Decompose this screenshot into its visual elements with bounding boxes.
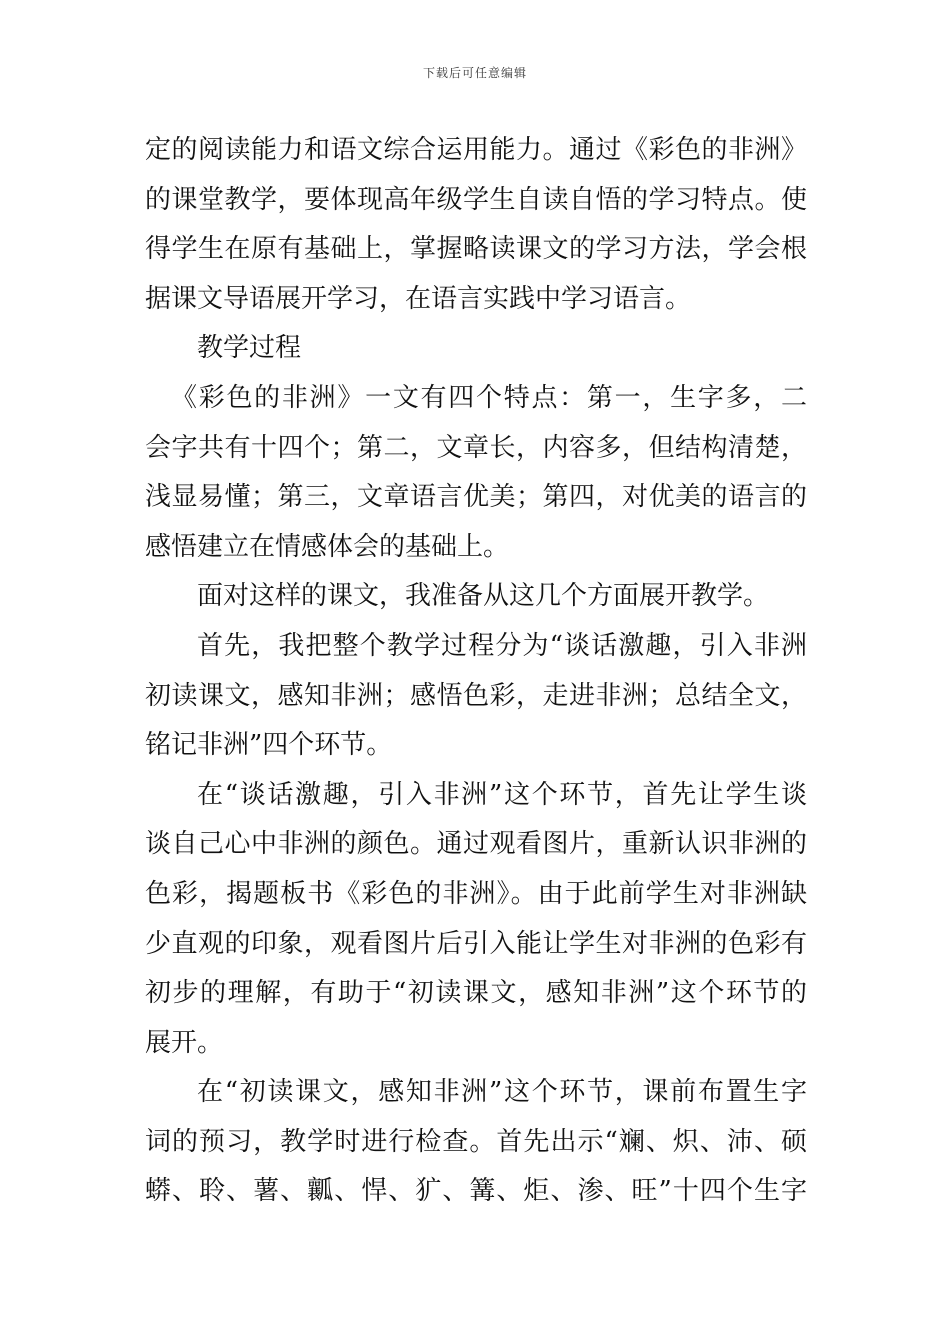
text-line: 的课堂教学，要体现高年级学生自读自悟的学习特点。使	[145, 184, 807, 215]
paragraph	[145, 622, 807, 771]
text-line: 初读课文，感知非洲；感悟色彩，走进非洲；总结全文，	[145, 680, 807, 711]
text-line: 面对这样的课文，我准备从这几个方面展开教学。	[197, 581, 770, 612]
text-line: 谈自己心中非洲的颜色。通过观看图片，重新认识非洲的	[145, 829, 807, 860]
text-line: 据课文导语展开学习，在语言实践中学习语言。	[145, 283, 692, 314]
text-line: 词的预习，教学时进行检查。首先出示“斓、炽、沛、硕	[145, 1126, 807, 1157]
text-line: 得学生在原有基础上，掌握略读课文的学习方法，学会根	[145, 234, 807, 265]
text-line: 定的阅读能力和语文综合运用能力。通过《彩色的非洲》	[145, 135, 807, 165]
paragraph	[145, 771, 807, 1069]
text-line: 《彩色的非洲》一文有四个特点：第一，生字多，二	[171, 382, 807, 413]
text-line: 初步的理解，有助于“初读课文，感知非洲”这个环节的	[145, 978, 807, 1009]
text-line: 少直观的印象，观看图片后引入能让学生对非洲的色彩有	[145, 928, 807, 959]
paragraph	[145, 126, 807, 324]
paragraph	[145, 572, 807, 622]
text-line: 蟒、聆、薯、瓤、悍、犷、篝、炬、渗、旺”十四个生字	[145, 1176, 807, 1207]
text-line: 会字共有十四个；第二，文章长，内容多，但结构清楚，	[145, 432, 807, 463]
document-body	[145, 126, 807, 1217]
text-line: 浅显易懂；第三，文章语言优美；第四，对优美的语言的	[145, 482, 807, 513]
text-line: 首先，我把整个教学过程分为“谈话激趣，引入非洲	[197, 630, 807, 661]
paragraph	[145, 374, 807, 572]
page-header: 下载后可任意编辑	[422, 66, 527, 80]
text-line: 展开。	[145, 1027, 224, 1058]
text-line: 感悟建立在情感体会的基础上。	[145, 531, 510, 562]
text-line: 在“初读课文，感知非洲”这个环节，课前布置生字	[197, 1077, 807, 1108]
text-line: 色彩，揭题板书《彩色的非洲》。由于此前学生对非洲缺	[145, 878, 807, 909]
text-line: 铭记非洲”四个环节。	[145, 730, 393, 761]
paragraph	[145, 324, 807, 374]
paragraph	[145, 1068, 807, 1217]
text-line: 教学过程	[197, 333, 302, 364]
text-line: 在“谈话激趣，引入非洲”这个环节，首先让学生谈	[197, 779, 807, 810]
